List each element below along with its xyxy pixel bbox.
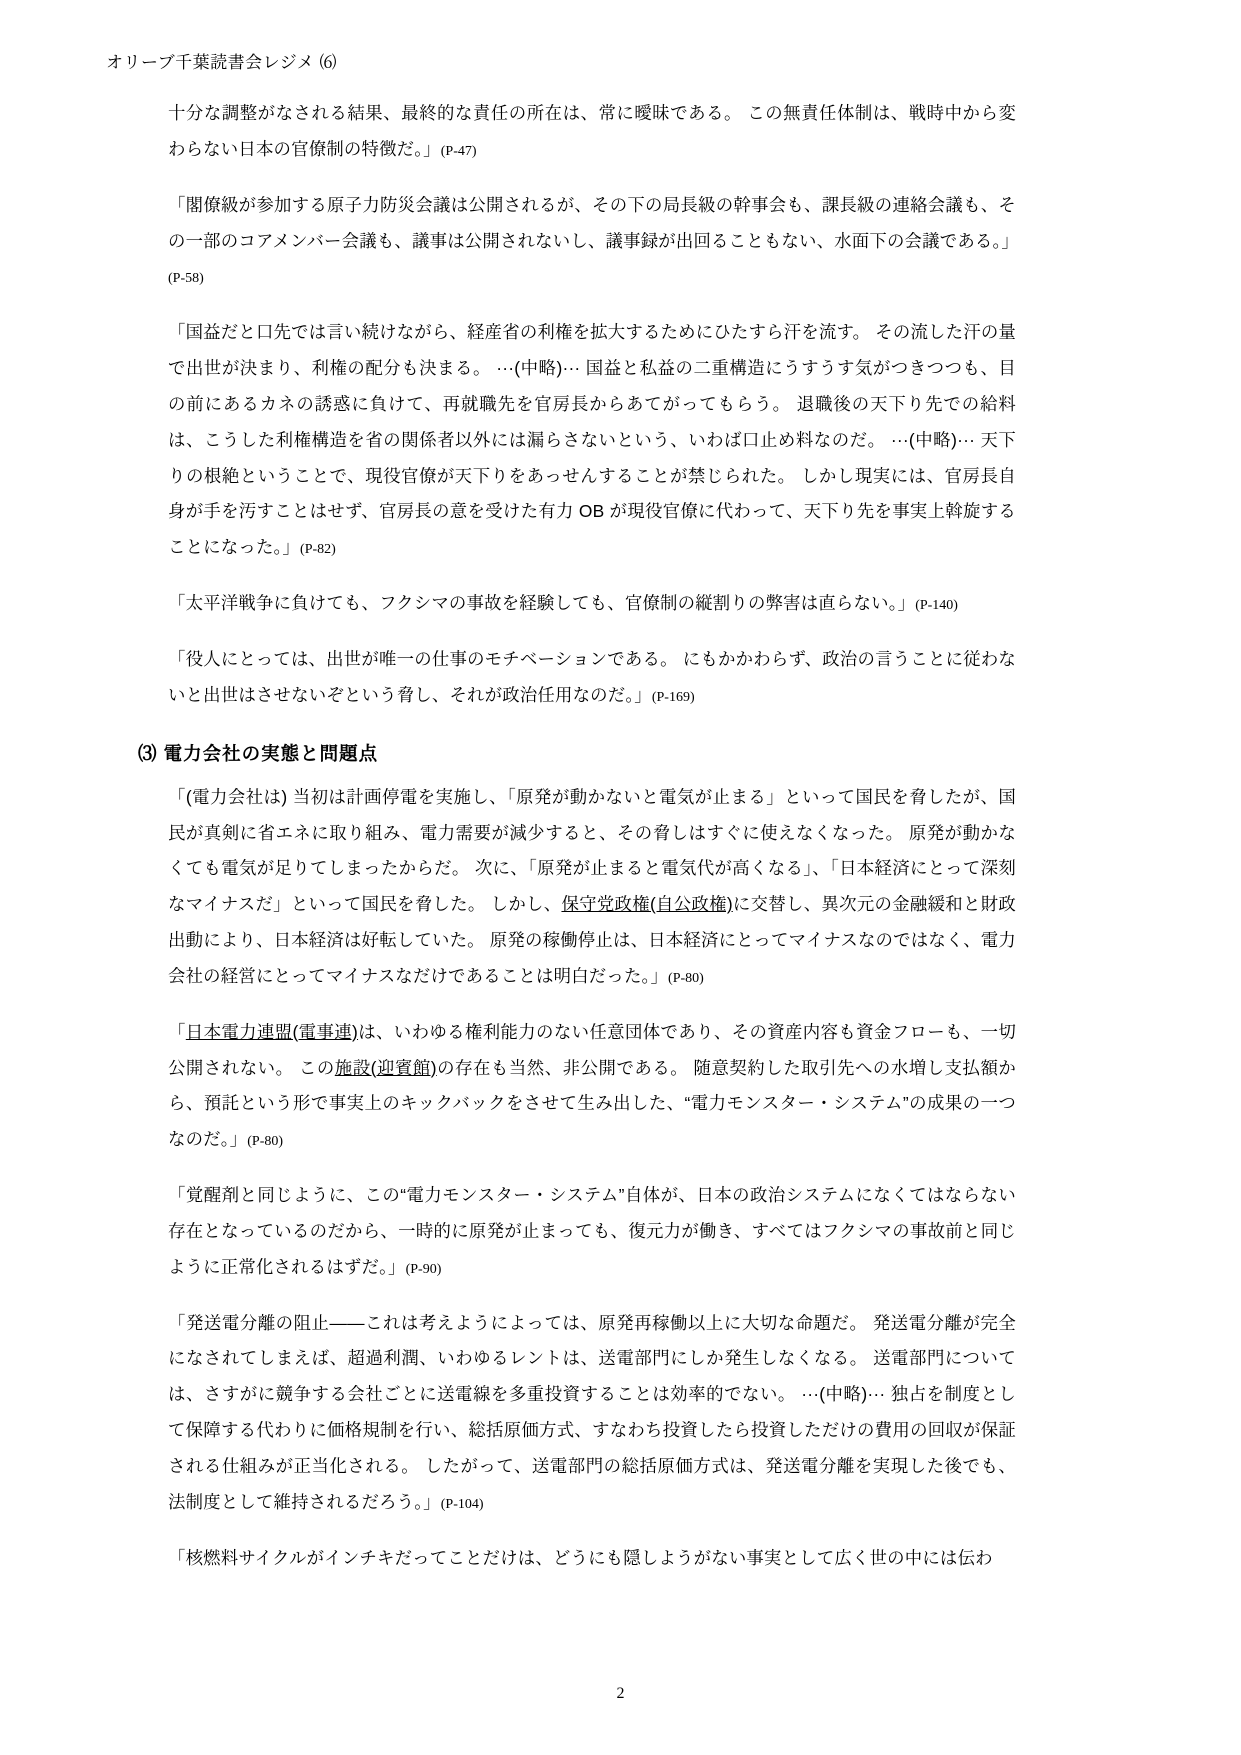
page-reference: (P-104) <box>440 1496 484 1512</box>
section-number: ⑶ <box>138 742 158 764</box>
paragraph-text: 「覚醒剤と同じように、この“電力モンスター・システム”自体が、日本の政治システムになくてはならない存在となっているのだから、一時的に原発が止まっても、復元力が働き、すべてはフクシマの事故前と同じように正常化されるはずだ。」 <box>168 1185 1016 1277</box>
paragraph <box>168 642 1016 714</box>
page-reference: (P-58) <box>168 271 204 287</box>
paragraph-text: 「 <box>168 1021 186 1042</box>
paragraph-text: 「国益だと口先では言い続けながら、経産省の利権を拡大するためにひたすら汗を流す。 その流した汗の量で出世が決まり、利権の配分も決まる。 ···(中略)··· 国益と私益の二重構造にうすうす気がつきつつも、目の前にあるカネの誘惑に負けて、再就職先を官房長からあてがってもらう。 退職後の天下り先での給料は、こうした利権構造を省の関係者以外には漏らさないという、いわば口止め料なのだ。 ···(中略)··· 天下りの根絶ということで、現役官僚が天下りをあっせんすることが禁じられた。 しかし現実には、官房長自身が手を汚すことはせず、官房長の意を受けた有力 OB が現役官僚に代わって、天下り先を事実上斡旋することになった。」 <box>168 322 1016 558</box>
document-body <box>138 96 1019 1597</box>
paragraph <box>168 1541 1016 1577</box>
page-reference: (P-47) <box>440 143 477 159</box>
paragraph-text: 「閣僚級が参加する原子力防災会議は公開されるが、その下の局長級の幹事会も、課長級の連絡会議も、その一部のコアメンバー会議も、議事は公開されないし、議事録が出回ることもない、水面下の会議である。」 <box>168 194 1019 251</box>
paragraph-text: 「役人にとっては、出世が唯一の仕事のモチベーションである。 にもかかわらず、政治の言うことに従わないと出世はさせないぞという脅し、それが政治任用なのだ。」 <box>168 648 1016 705</box>
section-title: 電力会社の実態と問題点 <box>163 742 379 764</box>
page-reference: (P-140) <box>915 598 958 614</box>
section-heading <box>138 740 1016 766</box>
underlined-term-2: 施設(迎賓館) <box>334 1057 437 1078</box>
paragraph <box>168 1015 1016 1158</box>
paragraph-text-cont: は、いわゆる権利能力のない任意団体であり、その資産内容も資金フローも、一切公開されない。 この <box>168 1021 1017 1078</box>
paragraph <box>168 315 1016 566</box>
page-number: 2 <box>616 1685 625 1702</box>
paragraph-text-cont-2: の存在も当然、非公開である。 随意契約した取引先への水増し支払額から、預託という形で事実上のキックバックをさせて生み出した、“電力モンスター・システム”の成果の一つなのだ。」 <box>168 1057 1017 1150</box>
paragraph-text: 「発送電分離の阻止——これは考えようによっては、原発再稼働以上に大切な命題だ。 発送電分離が完全になされてしまえば、超過利潤、いわゆるレントは、送電部門にしか発生しなくなる。 送電部門については、さすがに競争する会社ごとに送電線を多重投資することは効率的でない。 ···(中略)··· 独占を制度として保障する代わりに価格規制を行い、総括原価方式、すなわち投資したら投資しただけの費用の回収が保証される仕組みが正当化される。 したがって、送電部門の総括原価方式は、発送電分離を実現した後でも、法制度として維持されるだろう。」 <box>168 1312 1016 1512</box>
paragraph <box>168 96 1016 168</box>
paragraph <box>168 188 1019 296</box>
paragraph <box>168 1306 1016 1521</box>
underlined-term: 日本電力連盟(電事連) <box>185 1021 359 1042</box>
page-reference: (P-80) <box>668 970 704 986</box>
underlined-term: 保守党政権(自公政権) <box>561 894 733 915</box>
page-header: オリーブ千葉読書会レジメ ⑹ <box>106 53 337 72</box>
paragraph-text: 「(電力会社は) 当初は計画停電を実施し、「原発が動かないと電気が止まる」といって国民を脅したが、国民が真剣に省エネに取り組み、電力需要が減少すると、その脅しはすぐに使えなくなった。 原発が動かなくても電気が足りてしまったからだ。 次に、「原発が止まると電気代が高くなる」、「日本経済にとって深刻なマイナスだ」といって国民を脅した。 しかし、 <box>168 786 1016 915</box>
page-reference: (P-169) <box>651 689 695 705</box>
paragraph-text: 十分な調整がなされる結果、最終的な責任の所在は、常に曖昧である。 この無責任体制は、戦時中から変わらない日本の官僚制の特徴だ。」 <box>168 103 1016 159</box>
page-reference: (P-82) <box>300 542 336 558</box>
page-reference: (P-90) <box>405 1261 442 1277</box>
paragraph-text: 「太平洋戦争に負けても、フクシマの事故を経験しても、官僚制の縦割りの弊害は直らない。」 <box>168 593 916 614</box>
paragraph <box>168 1178 1016 1286</box>
paragraph-text: 「核燃料サイクルがインチキだってことだけは、どうにも隠しようがない事実として広く世の中には伝わ <box>168 1547 993 1568</box>
paragraph-text-cont: に交替し、異次元の金融緩和と財政出動により、日本経済は好転していた。 原発の稼働停止は、日本経済にとってマイナスなのではなく、電力会社の経営にとってマイナスなだけであることは明白だった。」 <box>168 894 1016 986</box>
page-reference: (P-80) <box>247 1134 284 1150</box>
paragraph <box>168 586 1016 622</box>
paragraph <box>168 780 1016 995</box>
